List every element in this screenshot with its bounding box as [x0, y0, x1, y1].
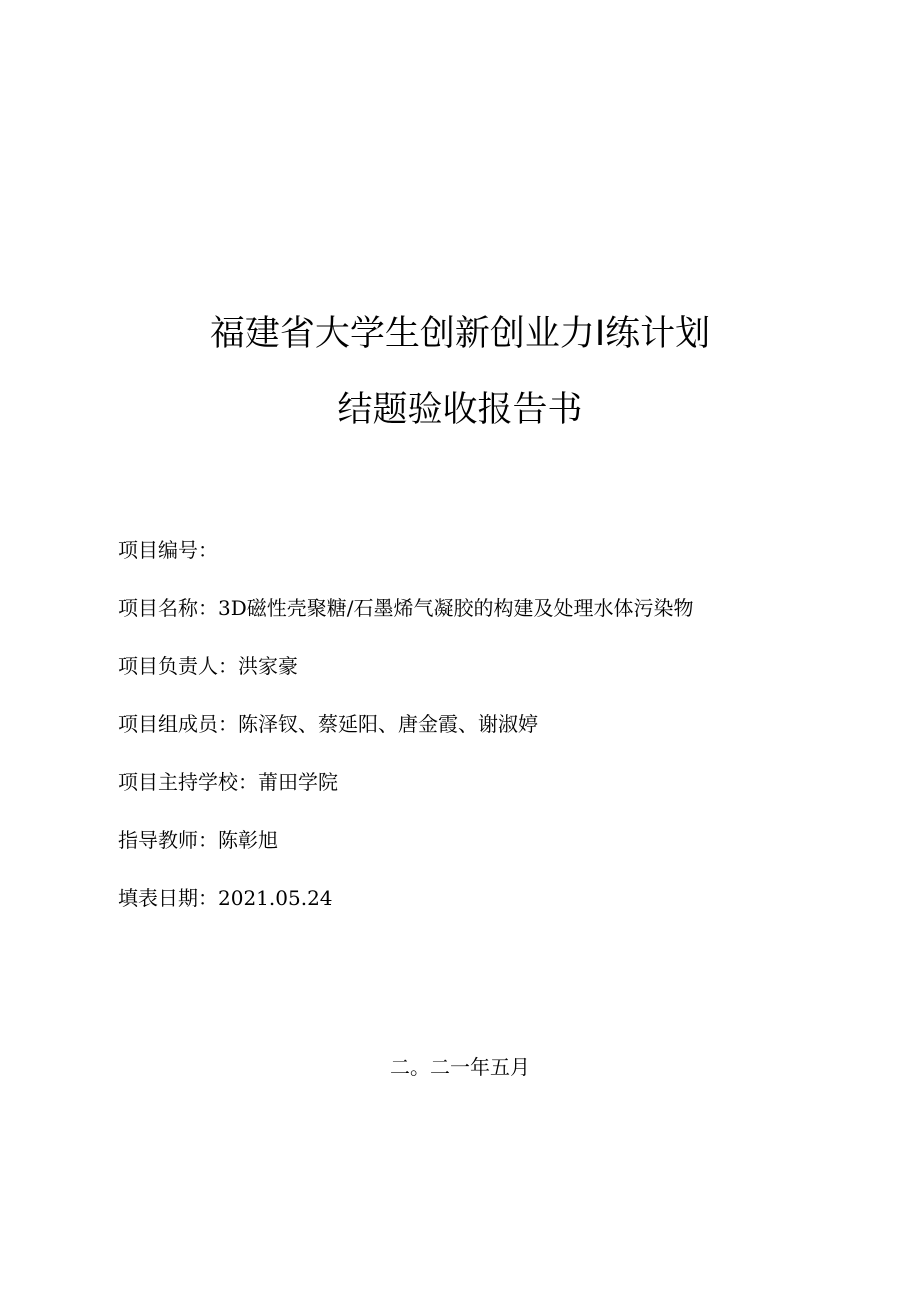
field-project-leader [118, 649, 694, 707]
field-value: 3D磁性壳聚糖/石墨烯气凝胶的构建及处理水体污染物 [218, 596, 694, 620]
field-label: 项目负责人： [118, 654, 238, 678]
field-value: 陈泽钗、蔡延阳、唐金霞、谢淑婷 [238, 712, 538, 736]
footer-date: 二。二一年五月 [390, 1055, 530, 1079]
field-label: 填表日期： [118, 886, 218, 910]
field-value: 2021.05.24 [218, 886, 333, 910]
field-advisor [118, 823, 694, 881]
field-project-name [118, 591, 694, 649]
field-label: 指导教师： [118, 828, 218, 852]
field-fill-date [118, 881, 694, 939]
field-project-members [118, 707, 694, 765]
field-value: 洪家豪 [238, 654, 298, 678]
field-label: 项目主持学校： [118, 770, 258, 794]
field-label: 项目编号： [118, 538, 218, 562]
field-value: 莆田学院 [258, 770, 338, 794]
field-label: 项目组成员： [118, 712, 238, 736]
field-project-number [118, 533, 694, 591]
field-value: 陈彰旭 [218, 828, 278, 852]
field-host-school [118, 765, 694, 823]
field-label: 项目名称： [118, 596, 218, 620]
project-info-list [118, 533, 694, 939]
document-subtitle: 结题验收报告书 [337, 390, 583, 430]
document-title: 福建省大学生创新创业力Ⅰ练计划 [209, 314, 711, 354]
